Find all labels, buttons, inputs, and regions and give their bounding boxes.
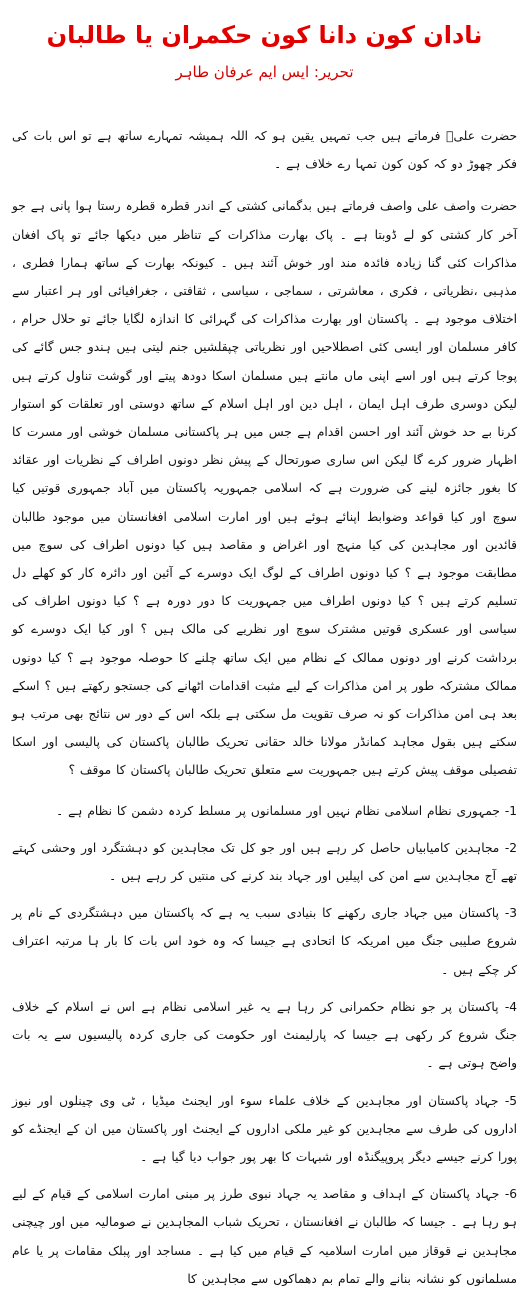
article-paragraph: حضرت واصف علی واصف فرماتے ہیں بدگمانی کشتی کے اندر قطرہ قطرہ رستا ہوا پانی ہے جو آخر کار کشتی کو لے ڈوبتا ہے ۔ پاک بھارت مذاکرات کے تناظر میں دیکھا جائے تو پاک افغان مذاکرات کئی گنا زیادہ فائدہ مند اور خوش آئند ہیں ۔ کیونکہ بھارت کے ساتھ ہمارا فطری ، مذہبی ،نظریاتی ، فکری ، معاشرتی ، سماجی ، سیاسی ، ثقافتی ، جغرافیائی اور ہر اعتبار سے اختلاف موجود ہے ۔ پاکستان اور بھارت مذاکرات کی گہرائی کا اندازہ لگایا جائے تو حلال حرام ، کافر مسلمان اور ایسی کئی اصطلاحیں اور نظریاتی چپقلشیں جنم لیتی ہیں ہندو جس گائے کی پوجا کرتے ہیں اور اسے اپنی ماں مانتے ہیں مسلمان اسکا دودھ پیتے اور گوشت تناول کرتے ہیں لیکن دوسری طرف اہل ایمان ، اہل دین اور اہل اسلام کے ساتھ دوستی اور تعلقات کو استوار کرنا بے حد خوش آئند اور احسن اقدام ہے جس میں ہر پاکستانی مسلمان خوشی اور مسرت کا اظہار ضرور کرے گا لیکن اس ساری صورتحال کے پیش نظر دونوں اطراف کے نظریات اور عقائد کا بغور جائزہ لینے کی ضرورت ہے کہ اسلامی جمہوریہ پاکستان میں آباد جمہوری قوتیں کیا سوچ اور کیا قواعد وضوابط اپنائے ہوئے ہیں اور امارت اسلامی افغانستان میں موجود طالبان قائدین اور مجاہدین کی کیا منہج اور اغراض و مقاصد ہیں کیا دونوں اطراف کی سوچ میں مطابقت موجود ہے ؟ کیا دونوں اطراف کے لوگ ایک دوسرے کے آئین اور دائرہ کار کو کھلے دل تسلیم کرتے ہیں ؟ کیا دونوں اطراف میں جمہوریت کا دور دورہ ہے ؟ کیا دونوں اطراف کی سیاسی اور عسکری قوتیں مشترک سوچ اور نظریے کی مالک ہیں ؟ اور کیا ایک دوسرے کو برداشت کرنے اور دونوں ممالک کے نظام میں ایک ساتھ چلنے کا حوصلہ موجود ہے ؟ کیا دونوں ممالک مشترکہ طور پر امن مذاکرات کے لیے مثبت اقدامات اٹھانے کی جستجو رکھتے ہیں ؟ اسکے بعد ہی امن مذاکرات کو نہ صرف تقویت مل سکتی ہے بلکہ اس کے دور س نتائج بھی مرتب ہو سکتے ہیں بقول مجاہد کمانڈر مولانا خالد حقانی تحریک طالبان پاکستان کی پالیسی اور اسکا تفصیلی موقف پیش کرتے ہیں جمہوریت سے متعلق تحریک طالبان پاکستان کا موقف ؟ (12, 199, 517, 778)
point-number: 2 (509, 840, 517, 855)
point-number: 6 (509, 1187, 517, 1202)
point-number: 3 (509, 906, 517, 921)
list-item: 2- مجاہدین کامیابیاں حاصل کر رہے ہیں اور جو کل تک مجاہدین کو دہشتگرد اور وحشی کہتے تھے آج مجاہدین سے امن کی اپیلیں اور جہاد بند کرنے کی منتیں کر رہے ہیں ۔ (12, 840, 517, 884)
point-text: جہاد پاکستان اور مجاہدین کے خلاف علماء سوء اور ایجنٹ میڈیا ، ٹی وی چینلوں اور نیوز اداروں کی طرف سے مجاہدین کو غیر ملکی اداروں کے ایجنٹ اور پاکستان میں ان کے ایجنڈے کو پورا کرنے جیسے دیگر پروپیگنڈہ اور شبہات کا بھر پور جواب دیا گیا ہے ۔ (12, 1093, 517, 1164)
point-text: پاکستان پر جو نظام حکمرانی کر رہا ہے یہ غیر اسلامی نظام ہے اس نے اسلام کے خلاف جنگ شروع کر رکھی ہے جیسا کہ پارلیمنٹ اور حکومت کی جاری کردہ پالیسیوں سے یہ بات واضح ہوتی ہے ۔ (12, 999, 517, 1071)
point-text: جمہوری نظام اسلامی نظام نہیں اور مسلمانوں پر مسلط کردہ دشمن کا نظام ہے ۔ (56, 803, 500, 818)
article-byline: تحریر: ایس ایم عرفان طاہر (175, 63, 354, 81)
point-text: جہاد پاکستان کے اہداف و مقاصد یہ جہاد نبوی طرز پر مبنی امارت اسلامی کے قیام کے لیے ہو رہا ہے ۔ جیسا کہ طالبان نے افغانستان ، تحریک شباب المجاہدین نے صومالیہ میں اور چیچنی مجاہدین نے قوقاز میں امارت اسلامیہ کے قیام میں کیا ہے ۔ مساجد اور پبلک مقامات پر یا عام مسلمانوں کو نشانہ بنانے والے تمام بم دھماکوں سے مجاہدین کا (12, 1187, 517, 1286)
list-item: 5- جہاد پاکستان اور مجاہدین کے خلاف علماء سوء اور ایجنٹ میڈیا ، ٹی وی چینلوں اور نیوز اداروں کی طرف سے مجاہدین کو غیر ملکی اداروں کے ایجنٹ اور پاکستان میں ان کے ایجنڈے کو پورا کرنے جیسے دیگر پروپیگنڈہ اور شبہات کا بھر پور جواب دیا گیا ہے ۔ (12, 1093, 517, 1164)
list-item: 3- پاکستان میں جہاد جاری رکھنے کا بنیادی سبب یہ ہے کہ پاکستان میں دہشتگردی کے نام پر شروع صلیبی جنگ میں امریکہ کا اتحادی ہے جیسا کہ وہ خود اس بات کا بار ہا مرتبہ اعتراف کر چکے ہیں ۔ (12, 906, 517, 977)
list-item: 1- جمہوری نظام اسلامی نظام نہیں اور مسلمانوں پر مسلط کردہ دشمن کا نظام ہے ۔ (56, 803, 517, 818)
point-number: 4 (509, 999, 517, 1014)
points-list (12, 797, 517, 1293)
article-body (12, 122, 517, 1302)
point-number: 5 (509, 1093, 517, 1108)
point-number: 1 (509, 803, 517, 818)
list-item: 6- جہاد پاکستان کے اہداف و مقاصد یہ جہاد نبوی طرز پر مبنی امارت اسلامی کے قیام کے لیے ہو رہا ہے ۔ جیسا کہ طالبان نے افغانستان ، تحریک شباب المجاہدین نے صومالیہ میں اور چیچنی مجاہدین نے قوقاز میں امارت اسلامیہ کے قیام میں کیا ہے ۔ مساجد اور پبلک مقامات پر یا عام مسلمانوں کو نشانہ بنانے والے تمام بم دھماکوں سے مجاہدین کا (12, 1187, 517, 1286)
article-title: نادان کون دانا کون حکمران یا طالبان (46, 21, 483, 49)
list-item: 4- پاکستان پر جو نظام حکمرانی کر رہا ہے یہ غیر اسلامی نظام ہے اس نے اسلام کے خلاف جنگ شروع کر رکھی ہے جیسا کہ پارلیمنٹ اور حکومت کی جاری کردہ پالیسیوں سے یہ بات واضح ہوتی ہے ۔ (12, 999, 517, 1071)
point-text: پاکستان میں جہاد جاری رکھنے کا بنیادی سبب یہ ہے کہ پاکستان میں دہشتگردی کے نام پر شروع صلیبی جنگ میں امریکہ کا اتحادی ہے جیسا کہ وہ خود اس بات کا بار ہا مرتبہ اعتراف کر چکے ہیں ۔ (12, 906, 517, 977)
article-paragraph: حضرت علیؑ فرماتے ہیں جب تمہیں یقین ہو کہ اللہ ہمیشہ تمہارے ساتھ ہے تو اس بات کی فکر چھوڑ دو کہ کون کون تمہا رے خلاف ہے ۔ (12, 129, 517, 172)
point-text: مجاہدین کامیابیاں حاصل کر رہے ہیں اور جو کل تک مجاہدین کو دہشتگرد اور وحشی کہتے تھے آج مجاہدین سے امن کی اپیلیں اور جہاد بند کرنے کی منتیں کر رہے ہیں ۔ (12, 840, 517, 884)
